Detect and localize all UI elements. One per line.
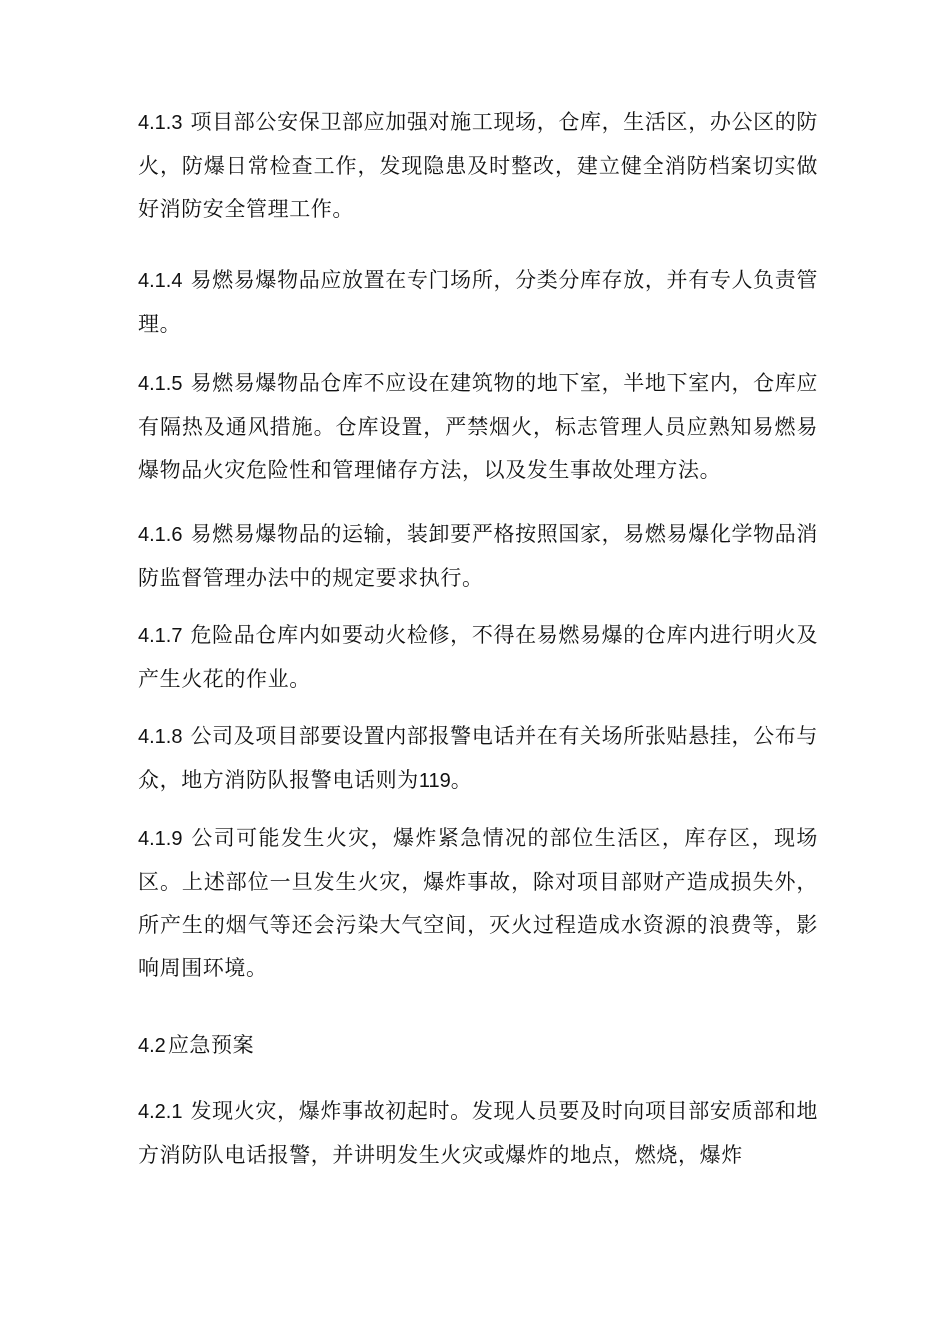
paragraph-4-1-7 xyxy=(138,614,818,701)
clause-number: 4.1.8 xyxy=(138,726,183,748)
paragraph-4-1-5 xyxy=(138,362,818,492)
clause-number: 4.1.9 xyxy=(138,828,183,850)
phone-number: 119 xyxy=(418,770,451,792)
clause-text: 发现火灾，爆炸事故初起时。发现人员要及时向项目部安质部和地方消防队电话报警，并讲明发生火灾或爆炸的地点，燃烧，爆炸 xyxy=(138,1099,818,1167)
clause-text: 危险品仓库内如要动火检修，不得在易燃易爆的仓库内进行明火及产生火花的作业。 xyxy=(138,623,818,691)
clause-number: 4.1.5 xyxy=(138,373,183,395)
paragraph-4-1-8 xyxy=(138,715,818,803)
clause-text: 公司及项目部要设置内部报警电话并在有关场所张贴悬挂，公布与众，地方消防队报警电话则为 xyxy=(138,724,818,792)
paragraph-4-2-1 xyxy=(138,1090,818,1177)
clause-text: 项目部公安保卫部应加强对施工现场，仓库，生活区，办公区的防火，防爆日常检查工作，发现隐患及时整改，建立健全消防档案切实做好消防安全管理工作。 xyxy=(138,110,818,221)
clause-text: 公司可能发生火灾，爆炸紧急情况的部位生活区，库存区，现场区。上述部位一旦发生火灾，爆炸事故，除对项目部财产造成损失外，所产生的烟气等还会污染大气空间，灭火过程造成水资源的浪费等，影响周围环境。 xyxy=(138,826,818,980)
clause-number: 4.1.7 xyxy=(138,625,183,647)
clause-text: 易燃易爆物品应放置在专门场所，分类分库存放，并有专人负责管理。 xyxy=(138,268,818,336)
clause-text: 易燃易爆物品仓库不应设在建筑物的地下室，半地下室内，仓库应有隔热及通风措施。仓库设置，严禁烟火，标志管理人员应熟知易燃易爆物品火灾危险性和管理储存方法，以及发生事故处理方法。 xyxy=(138,371,818,482)
section-heading-4-2 xyxy=(138,1024,818,1068)
clause-text: 易燃易爆物品的运输，装卸要严格按照国家，易燃易爆化学物品消防监督管理办法中的规定要求执行。 xyxy=(138,522,818,590)
section-title: 应急预案 xyxy=(167,1033,255,1057)
clause-end: 。 xyxy=(450,768,473,792)
paragraph-4-1-6 xyxy=(138,513,818,600)
clause-number: 4.1.3 xyxy=(138,112,183,134)
paragraph-4-1-4 xyxy=(138,259,818,346)
section-number: 4.2 xyxy=(138,1035,166,1057)
paragraph-4-1-3 xyxy=(138,101,818,231)
paragraph-4-1-9 xyxy=(138,817,818,990)
clause-number: 4.2.1 xyxy=(138,1101,183,1123)
clause-number: 4.1.6 xyxy=(138,524,183,546)
clause-number: 4.1.4 xyxy=(138,270,183,292)
